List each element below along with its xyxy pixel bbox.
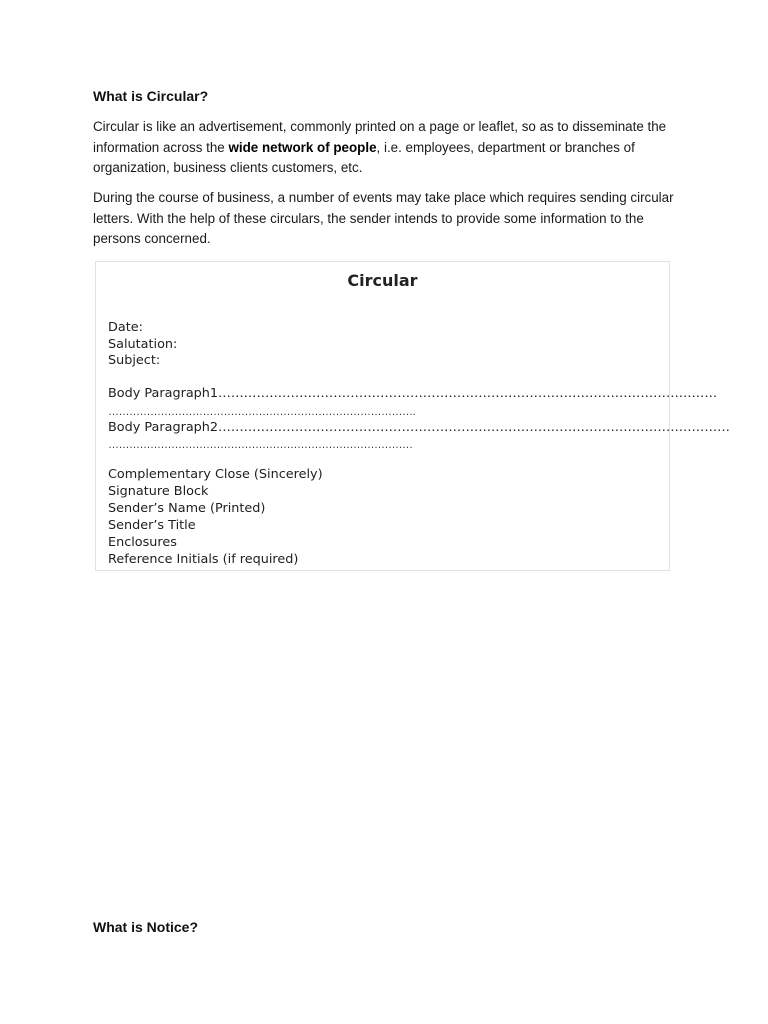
figure-body-paragraph-2-continuation: …………………………………………………………………………… — [108, 439, 413, 451]
figure-title: Circular — [347, 271, 418, 290]
circular-format-figure — [95, 261, 730, 571]
figure-subject-line: Subject: — [108, 353, 161, 368]
figure-reference-initials: Reference Initials (if required) — [108, 552, 299, 567]
figure-body-paragraph-1: Body Paragraph1……………………………………………………………………………………………………… — [108, 386, 718, 401]
notice-heading: What is Notice? — [93, 919, 199, 935]
figure-date-line: Date: — [108, 320, 143, 335]
figure-complementary-close: Complementary Close (Sincerely) — [108, 467, 323, 482]
figure-salutation-line: Salutation: — [108, 337, 178, 352]
para1-bold-text: wide network of people — [228, 139, 377, 155]
para1-text-start: Circular is like an advertisement, commonly printed on a page or leaflet, so as to disseminate the information across the — [93, 119, 667, 155]
figure-body-paragraph-2: Body Paragraph2………………………………………………………………………………………………………… — [108, 420, 730, 435]
figure-body-paragraph-1-continuation: ……………………………………………………………………………. — [108, 406, 416, 418]
figure-signature-block: Signature Block — [108, 484, 209, 499]
figure-sender-title: Sender’s Title — [108, 518, 196, 533]
figure-enclosures: Enclosures — [108, 535, 177, 550]
circular-heading: What is Circular? — [93, 88, 209, 104]
para1-text-end: , i.e. employees, department or branches of organization, business clients customers, etc. — [93, 139, 635, 175]
circular-definition-paragraph — [93, 117, 683, 179]
figure-sender-name: Sender’s Name (Printed) — [108, 501, 266, 516]
circular-purpose-paragraph: During the course of business, a number of events may take place which requires sending circular letters. With the help of these circulars, the sender intends to provide some information to the persons concerned. — [93, 190, 674, 246]
